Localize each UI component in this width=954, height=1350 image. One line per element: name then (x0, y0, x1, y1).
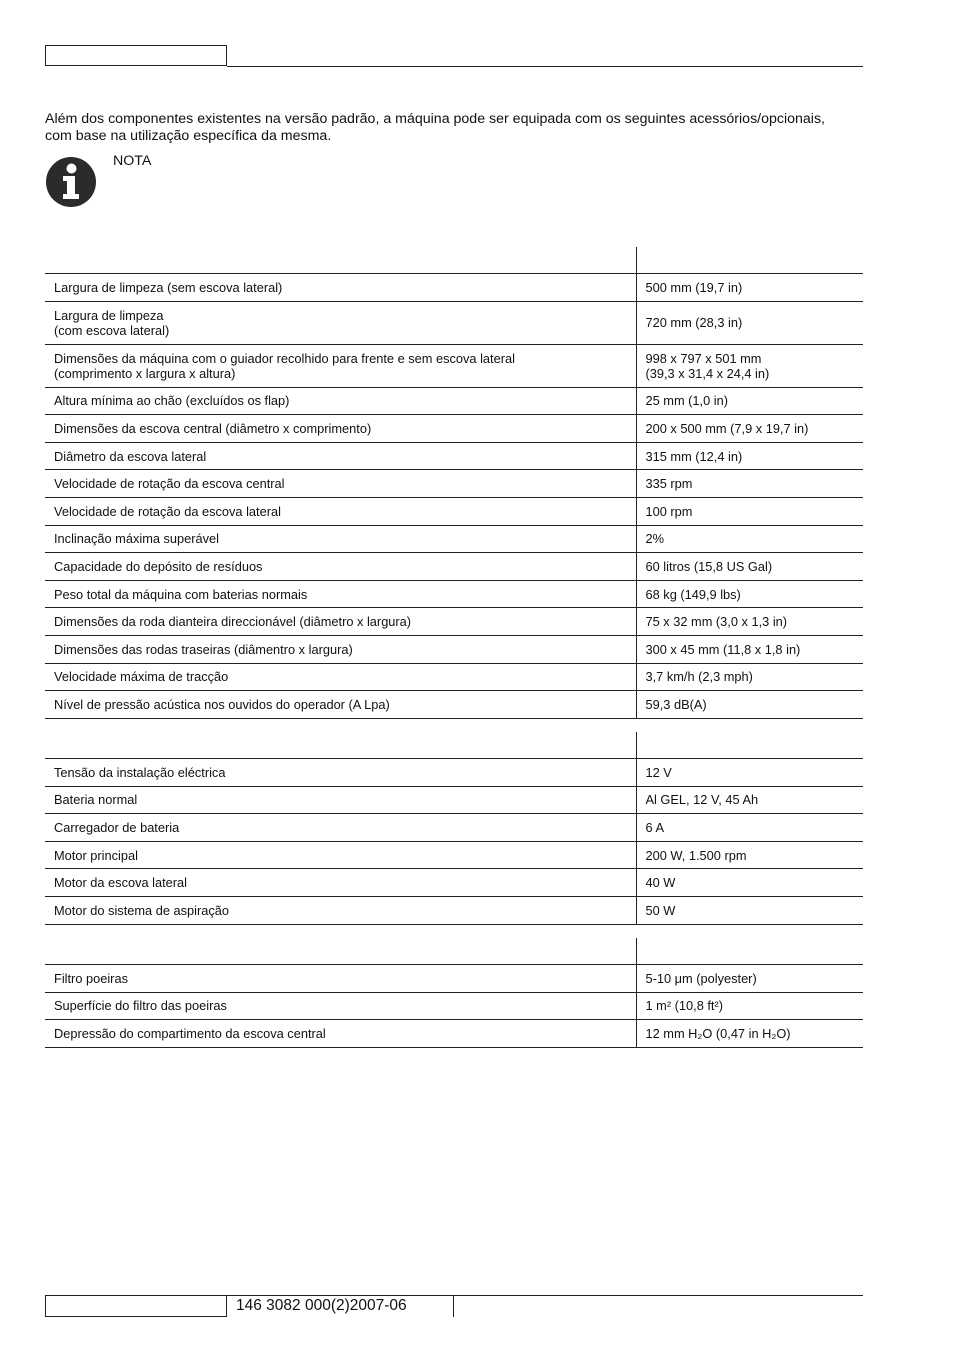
value-cell: 998 x 797 x 501 mm (39,3 x 31,4 x 24,4 in) (636, 344, 863, 387)
table-row (45, 497, 863, 525)
table-row (45, 635, 863, 663)
parameter-cell: Filtro poeiras (45, 965, 636, 993)
value-cell: 25 mm (1,0 in) (636, 387, 863, 415)
value-cell: 720 mm (28,3 in) (636, 301, 863, 344)
table-row (45, 663, 863, 691)
header-box (45, 45, 227, 66)
parameter-cell: Diâmetro da escova lateral (45, 442, 636, 470)
parameter-cell: Bateria normal (45, 786, 636, 814)
value-cell: 315 mm (12,4 in) (636, 442, 863, 470)
value-cell: 200 x 500 mm (7,9 x 19,7 in) (636, 415, 863, 443)
value-cell: 12 V (636, 759, 863, 787)
header-cell (45, 732, 636, 759)
header-cell (45, 938, 636, 965)
parameter-cell: Superfície do filtro das poeiras (45, 992, 636, 1020)
parameter-cell: Capacidade do depósito de resíduos (45, 553, 636, 581)
value-cell: Al GEL, 12 V, 45 Ah (636, 786, 863, 814)
table-header-row (45, 247, 863, 274)
table-row (45, 470, 863, 498)
table-row (45, 387, 863, 415)
parameter-cell: Inclinação máxima superável (45, 525, 636, 553)
parameter-cell: Dimensões da escova central (diâmetro x comprimento) (45, 415, 636, 443)
document-number: 146 3082 000(2)2007-06 (236, 1297, 407, 1314)
value-cell: 5-10 μm (polyester) (636, 965, 863, 993)
header-cell (636, 732, 863, 759)
intro-paragraph: Além dos componentes existentes na versão padrão, a máquina pode ser equipada com os seguintes acessórios/opcionais, com base na utilização específica da mesma. (45, 111, 825, 144)
electrical-data-table (45, 732, 863, 925)
parameter-cell: Largura de limpeza (com escova lateral) (45, 301, 636, 344)
table-row (45, 896, 863, 924)
value-cell: 100 rpm (636, 497, 863, 525)
table-row (45, 965, 863, 993)
table-row (45, 841, 863, 869)
value-cell: 75 x 32 mm (3,0 x 1,3 in) (636, 608, 863, 636)
value-cell: 335 rpm (636, 470, 863, 498)
table-row (45, 553, 863, 581)
parameter-cell: Largura de limpeza (sem escova lateral) (45, 274, 636, 302)
value-cell: 3,7 km/h (2,3 mph) (636, 663, 863, 691)
value-cell: 40 W (636, 869, 863, 897)
table-row (45, 992, 863, 1020)
header-cell (45, 247, 636, 274)
value-cell: 2% (636, 525, 863, 553)
info-icon (45, 156, 97, 208)
filter-data-table (45, 938, 863, 1048)
table-row (45, 759, 863, 787)
parameter-cell: Tensão da instalação eléctrica (45, 759, 636, 787)
footer-separator (453, 1295, 454, 1317)
parameter-cell: Depressão do compartimento da escova central (45, 1020, 636, 1048)
table-header-row (45, 732, 863, 759)
value-cell: 200 W, 1.500 rpm (636, 841, 863, 869)
value-cell: 12 mm H₂O (0,47 in H₂O) (636, 1020, 863, 1048)
parameter-cell: Motor principal (45, 841, 636, 869)
table-row (45, 344, 863, 387)
note-label: NOTA (113, 153, 152, 169)
footer-box (45, 1295, 227, 1317)
parameter-cell: Velocidade de rotação da escova lateral (45, 497, 636, 525)
value-cell: 500 mm (19,7 in) (636, 274, 863, 302)
technical-data-table (45, 247, 863, 719)
table-row (45, 691, 863, 719)
table-row (45, 869, 863, 897)
table-row (45, 1020, 863, 1048)
table-row (45, 814, 863, 842)
parameter-cell: Velocidade máxima de tracção (45, 663, 636, 691)
header-cell (636, 938, 863, 965)
value-cell: 50 W (636, 896, 863, 924)
parameter-cell: Motor da escova lateral (45, 869, 636, 897)
header-rule (227, 66, 863, 67)
table-row (45, 442, 863, 470)
table-row (45, 580, 863, 608)
table-row (45, 274, 863, 302)
value-cell: 59,3 dB(A) (636, 691, 863, 719)
table-row (45, 608, 863, 636)
value-cell: 68 kg (149,9 lbs) (636, 580, 863, 608)
parameter-cell: Dimensões da máquina com o guiador recolhido para frente e sem escova lateral (comprimento x largura x altura) (45, 344, 636, 387)
table-row (45, 301, 863, 344)
parameter-cell: Carregador de bateria (45, 814, 636, 842)
table-row (45, 525, 863, 553)
value-cell: 6 A (636, 814, 863, 842)
parameter-cell: Motor do sistema de aspiração (45, 896, 636, 924)
parameter-cell: Dimensões das rodas traseiras (diâmentro x largura) (45, 635, 636, 663)
table-header-row (45, 938, 863, 965)
table-row (45, 786, 863, 814)
table-row (45, 415, 863, 443)
parameter-cell: Velocidade de rotação da escova central (45, 470, 636, 498)
header-cell (636, 247, 863, 274)
footer-rule (227, 1295, 863, 1296)
parameter-cell: Altura mínima ao chão (excluídos os flap) (45, 387, 636, 415)
value-cell: 1 m² (10,8 ft²) (636, 992, 863, 1020)
parameter-cell: Nível de pressão acústica nos ouvidos do operador (A Lpa) (45, 691, 636, 719)
value-cell: 60 litros (15,8 US Gal) (636, 553, 863, 581)
parameter-cell: Dimensões da roda dianteira direccionável (diâmetro x largura) (45, 608, 636, 636)
value-cell: 300 x 45 mm (11,8 x 1,8 in) (636, 635, 863, 663)
parameter-cell: Peso total da máquina com baterias normais (45, 580, 636, 608)
